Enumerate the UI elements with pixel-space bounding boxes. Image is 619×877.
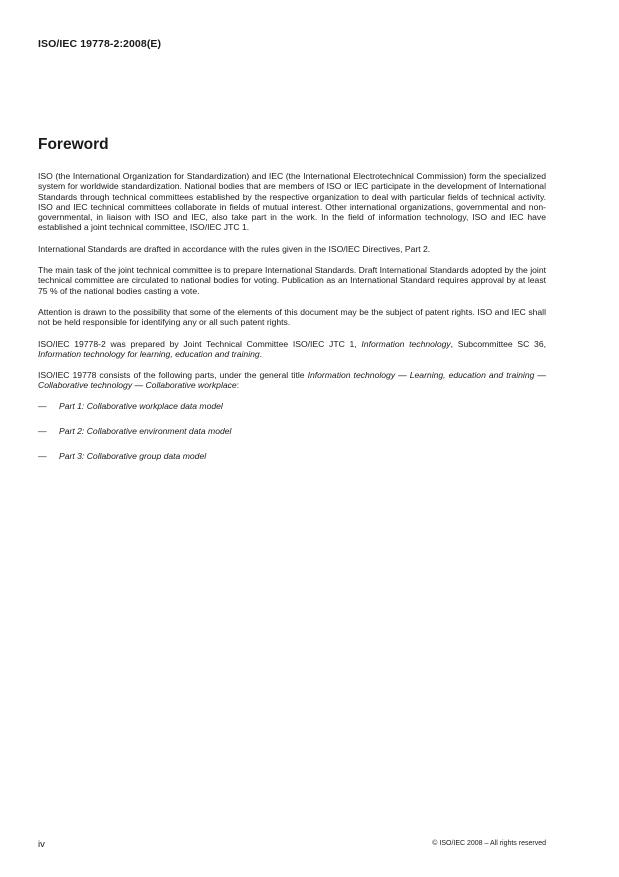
prepared-by-end: . bbox=[259, 348, 263, 359]
list-dash: — bbox=[38, 426, 47, 437]
list-item bbox=[38, 451, 546, 461]
parts-list bbox=[38, 401, 546, 462]
foreword-body bbox=[38, 171, 546, 477]
list-dash: — bbox=[38, 451, 47, 462]
paragraph-prepared-by bbox=[38, 339, 546, 360]
paragraph-directives: International Standards are drafted in accordance with the rules given in the ISO/IEC Directives, Part 2. bbox=[38, 243, 431, 254]
prepared-by-mid: , Subcommittee SC 36, bbox=[450, 338, 546, 349]
list-dash: — bbox=[38, 400, 47, 411]
paragraph-iso-iec-intro: ISO (the International Organization for Standardization) and IEC (the International Electrotechnical Commission) form the specialized system for worldwide standardization. National bodies that are members of ISO or IEC participate in the development of International Standards through technical committees established by the respective organization to deal with particular fields of technical activity. ISO and IEC technical committees collaborate in fields of mutual interest. Other international organizations, governmental and non-governmental, in liaison with ISO and IEC, also take part in the work. In the field of information technology, ISO and IEC have established a joint technical committee, ISO/IEC JTC 1. bbox=[38, 171, 546, 233]
document-id-header: ISO/IEC 19778-2:2008(E) bbox=[38, 38, 162, 50]
parts-intro-general-title: Information technology — Learning, education and training — Collaborative technology — Collaborative workplace bbox=[38, 370, 546, 391]
paragraph-main-task: The main task of the joint technical committee is to prepare International Standards. Draft International Standards adopted by the joint technical committee are circulated to national bodies for voting. Publication as an International Standard requires approval by at least 75 % of the national bodies casting a vote. bbox=[38, 265, 546, 296]
paragraph-patent-rights: Attention is drawn to the possibility that some of the elements of this document may be the subject of patent rights. ISO and IEC shall not be held responsible for identifying any or all such patent rights. bbox=[38, 306, 546, 328]
list-item-label: Part 2: Collaborative environment data model bbox=[59, 426, 232, 437]
list-item bbox=[38, 401, 546, 411]
list-item bbox=[38, 426, 546, 436]
paragraph-parts-intro bbox=[38, 370, 546, 391]
foreword-heading: Foreword bbox=[38, 136, 109, 153]
list-item-label: Part 3: Collaborative group data model bbox=[59, 451, 207, 462]
copyright-notice: © ISO/IEC 2008 – All rights reserved bbox=[432, 840, 546, 847]
parts-intro-end: : bbox=[236, 380, 240, 391]
page-number: iv bbox=[38, 839, 45, 850]
list-item-label: Part 1: Collaborative workplace data model bbox=[59, 400, 223, 411]
prepared-by-lead: ISO/IEC 19778-2 was prepared by Joint Technical Committee ISO/IEC JTC 1, bbox=[38, 338, 362, 349]
prepared-by-title-2: Information technology for learning, education and training bbox=[38, 348, 260, 359]
prepared-by-title-1: Information technology bbox=[361, 338, 451, 349]
parts-intro-lead: ISO/IEC 19778 consists of the following parts, under the general title bbox=[38, 370, 308, 381]
